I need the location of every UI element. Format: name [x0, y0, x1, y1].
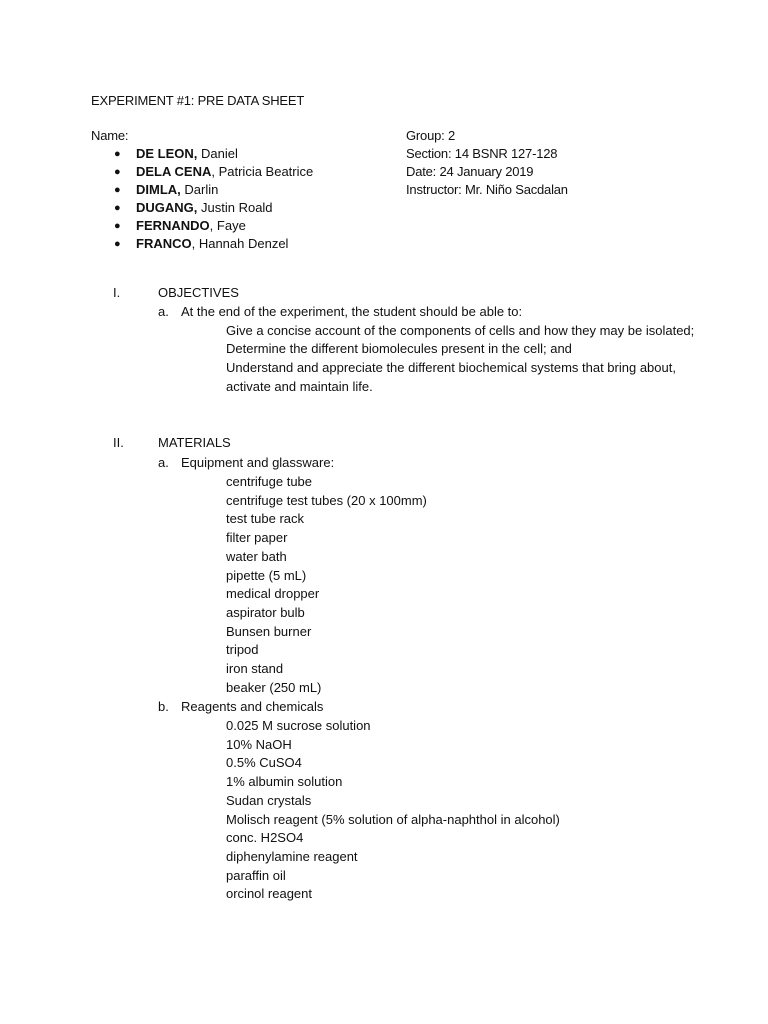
list-item-text: Understand and appreciate the different biochemical systems that bring about, — [226, 360, 676, 375]
section-number: I. — [113, 285, 121, 300]
list-item-text: beaker (250 mL) — [226, 679, 322, 695]
list-item-text: centrifuge test tubes (20 x 100mm) — [226, 492, 427, 508]
document-title: EXPERIMENT #1: PRE DATA SHEET — [91, 93, 305, 108]
list-item-text: water bath — [226, 548, 287, 564]
name-label: Name: — [91, 128, 129, 143]
bullet-icon: ● — [114, 184, 121, 196]
list-item-continuation: activate and maintain life. — [226, 379, 373, 394]
list-item-text: 0.025 M sucrose solution — [226, 718, 371, 733]
bullet-icon: ● — [114, 148, 121, 160]
bullet-icon: ● — [114, 238, 121, 250]
list-item-text: conc. H2SO4 — [226, 830, 304, 846]
member-last-name: DIMLA, — [136, 182, 181, 197]
member-first-name: Daniel — [197, 146, 238, 161]
list-item-text: iron stand — [226, 661, 284, 676]
list-item-text: test tube rack — [226, 511, 305, 527]
list-item-text: 1% albumin solution — [226, 774, 343, 790]
date-info: Date: 24 January 2019 — [406, 164, 534, 179]
list-item-text: Molisch reagent (5% solution of alpha-naphthol in alcohol) — [226, 811, 560, 827]
list-item-text: 0.5% CuSO4 — [226, 755, 302, 771]
section-info: Section: 14 BSNR 127-128 — [406, 146, 558, 161]
member-last-name: FERNANDO — [136, 218, 210, 233]
list-item-text: tripod — [226, 642, 259, 658]
member-last-name: DELA CENA — [136, 164, 212, 179]
member-first-name: , Patricia Beatrice — [211, 164, 314, 179]
objectives-intro: At the end of the experiment, the student should be able to: — [181, 304, 523, 319]
member-last-name: DUGANG, — [136, 200, 198, 215]
member-first-name: , Hannah Denzel — [191, 236, 289, 251]
member-first-name: , Faye — [209, 218, 246, 233]
list-item-text: diphenylamine reagent — [226, 848, 358, 864]
sub-letter: a. — [158, 455, 169, 470]
list-item-text: aspirator bulb — [226, 604, 305, 620]
bullet-icon: ● — [114, 166, 121, 178]
member-first-name: Darlin — [180, 182, 219, 197]
sub-letter: b. — [158, 699, 169, 714]
member-last-name: DE LEON, — [136, 146, 198, 161]
list-item-text: medical dropper — [226, 586, 320, 602]
equipment-heading: Equipment and glassware: — [181, 455, 335, 470]
reagents-heading: Reagents and chemicals — [181, 699, 324, 714]
list-item-text: 10% NaOH — [226, 736, 292, 752]
section-title-materials: MATERIALS — [158, 435, 231, 450]
list-item-text: paraffin oil — [226, 867, 286, 883]
list-item-text: pipette (5 mL) — [226, 567, 307, 583]
list-item-text: Sudan crystals — [226, 792, 312, 808]
group-info: Group: 2 — [406, 128, 455, 143]
sub-letter: a. — [158, 304, 169, 319]
list-item-text: Give a concise account of the components of cells and how they may be isolated; — [226, 323, 695, 338]
list-item-text: Bunsen burner — [226, 623, 312, 639]
section-title-objectives: OBJECTIVES — [158, 285, 239, 300]
list-item-text: orcinol reagent — [226, 886, 312, 902]
list-item-text: filter paper — [226, 530, 288, 546]
bullet-icon: ● — [114, 220, 121, 232]
list-item-text: centrifuge tube — [226, 474, 313, 489]
member-first-name: Justin Roald — [197, 200, 273, 215]
section-number: II. — [113, 435, 124, 450]
instructor-info: Instructor: Mr. Niño Sacdalan — [406, 182, 568, 197]
list-item-text: Determine the different biomolecules present in the cell; and — [226, 341, 572, 356]
bullet-icon: ● — [114, 202, 121, 214]
member-last-name: FRANCO — [136, 236, 192, 251]
